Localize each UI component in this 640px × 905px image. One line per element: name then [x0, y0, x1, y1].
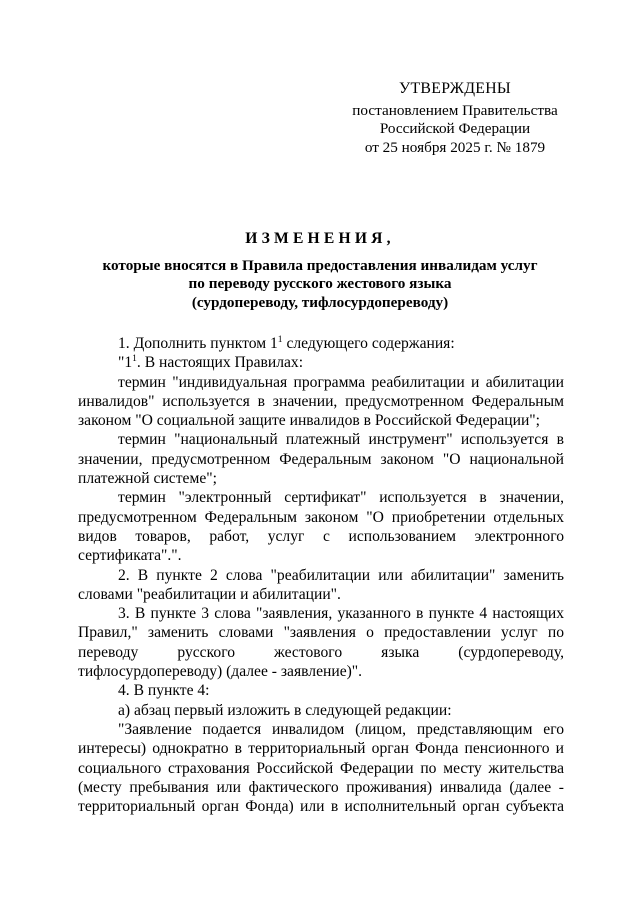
approval-line: Российской Федерации — [379, 120, 531, 137]
paragraph-text: "1 — [118, 354, 133, 372]
document-body — [78, 334, 564, 816]
superscript: 1 — [277, 335, 283, 345]
approval-block — [345, 80, 565, 157]
approval-date: от 25 ноября 2025 г. № 1879 — [364, 138, 546, 156]
document-title: ИЗМЕНЕНИЯ, — [245, 230, 395, 247]
paragraph: а) абзац первый изложить в следующей редакции: — [118, 701, 452, 719]
approval-title: УТВЕРЖДЕНЫ — [398, 80, 511, 97]
paragraph: 2. В пункте 2 слова "реабилитации или абилитации" заменить словами "реабилитации и абилитации". — [78, 566, 564, 603]
paragraph: "Заявление подается инвалидом (лицом, представляющим его интересы) однократно в территориальный орган Фонда пенсионного и социального страхования Российской Федерации по месту жительства (месту пребывания или фактического проживания) инвалида (далее - территориальный орган Фонда) или в исполнительный орган субъекта — [78, 720, 564, 816]
superscript: 1 — [132, 354, 137, 365]
document-subtitle-line: по переводу русского жестового языка — [188, 275, 452, 293]
paragraph: 3. В пункте 3 слова "заявления, указанного в пункте 4 настоящих Правил," заменить словами "заявления о предоставлении услуг по переводу русского жестового языка (сурдопереводу, тифлосурдопереводу) (далее - заявление)". — [78, 605, 564, 681]
paragraph: 4. В пункте 4: — [118, 682, 210, 700]
paragraph-text: следующего содержания: — [282, 335, 455, 352]
paragraph — [78, 334, 564, 353]
document-subtitle-line: которые вносятся в Правила предоставления инвалидам услуг — [102, 257, 538, 274]
paragraph-text: . В настоящих Правилах: — [136, 354, 304, 372]
approval-line: постановлением Правительства — [352, 101, 558, 119]
document-heading — [60, 229, 580, 312]
paragraph — [78, 353, 564, 372]
paragraph-text: 1. Дополнить пунктом 1 — [118, 335, 278, 352]
paragraph: термин "электронный сертификат" используется в значении, предусмотренном Федеральным законом "О приобретении отдельных видов товаров, работ, услуг с использованием электронного сертификата".". — [78, 489, 564, 565]
paragraph: термин "индивидуальная программа реабилитации и абилитации инвалидов" используется в значении, предусмотренном Федеральным законом "О социальной защите инвалидов в Российской Федерации"; — [78, 373, 564, 430]
paragraph: термин "национальный платежный инструмент" используется в значении, предусмотренном Федеральным законом "О национальной платежной системе"; — [78, 431, 564, 488]
document-subtitle-line: (сурдопереводу, тифлосурдопереводу) — [191, 293, 449, 311]
